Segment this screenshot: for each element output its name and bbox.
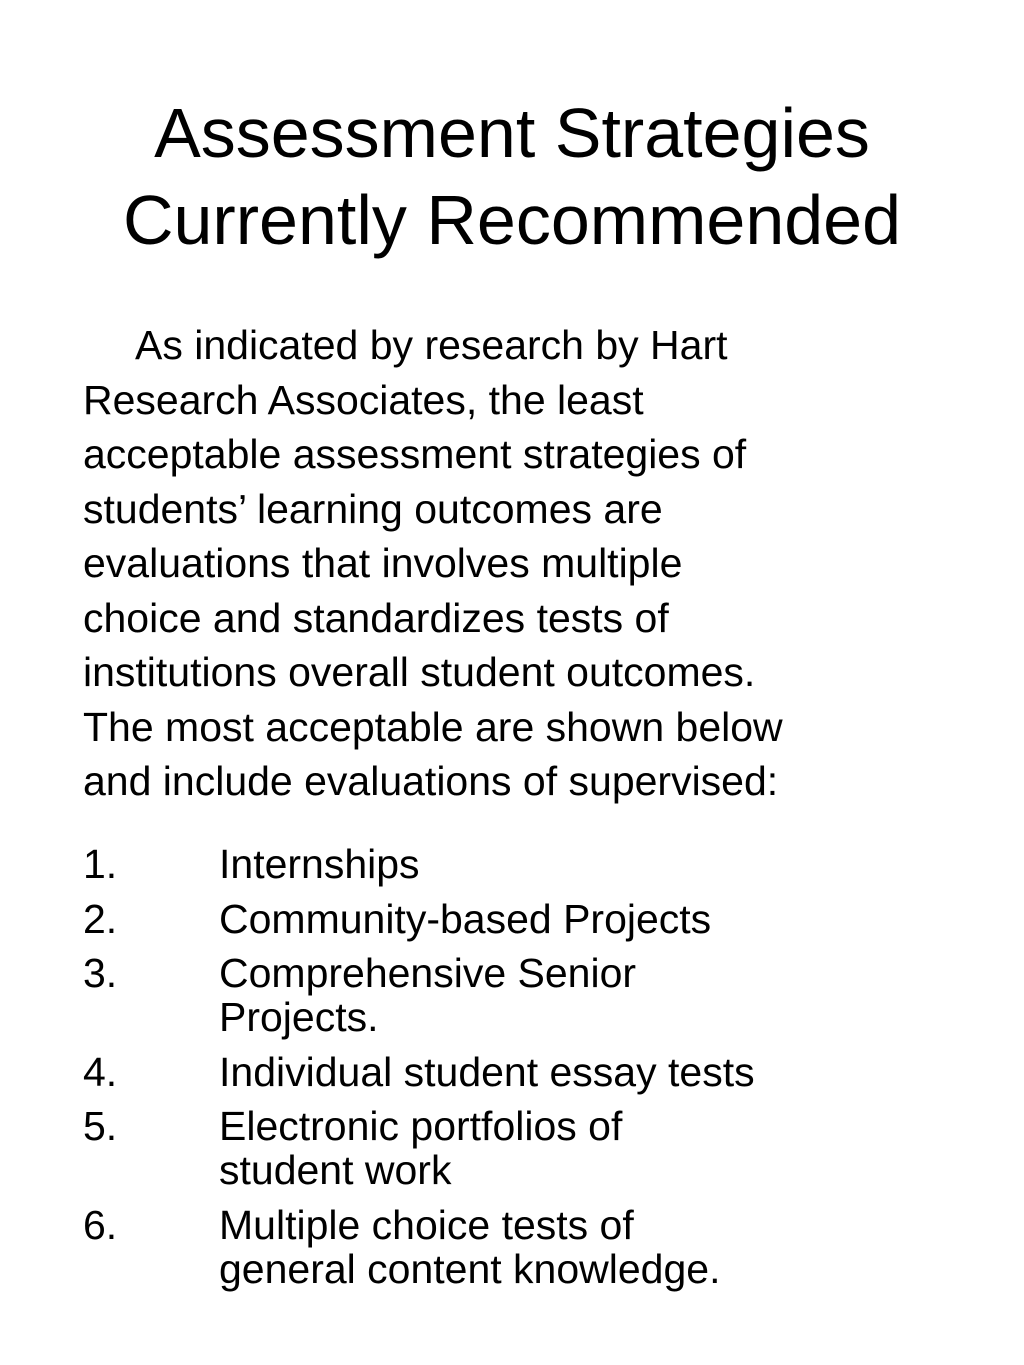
list-item: [83, 1104, 983, 1192]
recommended-strategies-list: [83, 842, 983, 1301]
paragraph-line: institutions overall student outcomes.: [83, 649, 756, 695]
paragraph-line: acceptable assessment strategies of: [83, 431, 747, 477]
paragraph-line: Research Associates, the least: [83, 376, 644, 423]
list-item: [83, 951, 983, 1039]
list-item-number: 5.: [83, 1103, 118, 1149]
body-paragraph: [83, 318, 983, 809]
list-item-text: Projects.: [219, 994, 379, 1040]
list-item-number: 2.: [83, 895, 118, 942]
list-item-text: Internships: [219, 841, 420, 887]
paragraph-line: evaluations that involves multiple: [83, 540, 683, 586]
list-item-number: 6.: [83, 1201, 118, 1248]
list-item-number: 1.: [83, 841, 118, 887]
list-item-number: 3.: [83, 950, 118, 996]
list-item-text: general content knowledge.: [219, 1245, 721, 1292]
list-item-text: Multiple choice tests of: [219, 1201, 634, 1248]
title-line: Assessment Strategies: [154, 94, 870, 172]
list-item: [83, 1203, 983, 1291]
list-item-text: Community-based Projects: [219, 895, 712, 942]
list-item: [83, 897, 983, 941]
list-item-text: student work: [219, 1147, 452, 1193]
paragraph-line: The most acceptable are shown below: [83, 703, 783, 750]
list-item: [83, 842, 983, 886]
paragraph-line: choice and standardizes tests of: [83, 594, 669, 641]
title-line: Currently Recommended: [122, 181, 902, 259]
paragraph-line: students’ learning outcomes are: [83, 485, 663, 532]
paragraph-line: and include evaluations of supervised:: [83, 758, 779, 804]
list-item-text: Individual student essay tests: [219, 1048, 755, 1095]
list-item-text: Comprehensive Senior: [219, 950, 637, 996]
list-item: [83, 1050, 983, 1094]
slide-title: [40, 90, 984, 264]
paragraph-line: As indicated by research by Hart: [135, 322, 728, 368]
list-item-text: Electronic portfolios of: [219, 1103, 623, 1149]
list-item-number: 4.: [83, 1048, 118, 1095]
